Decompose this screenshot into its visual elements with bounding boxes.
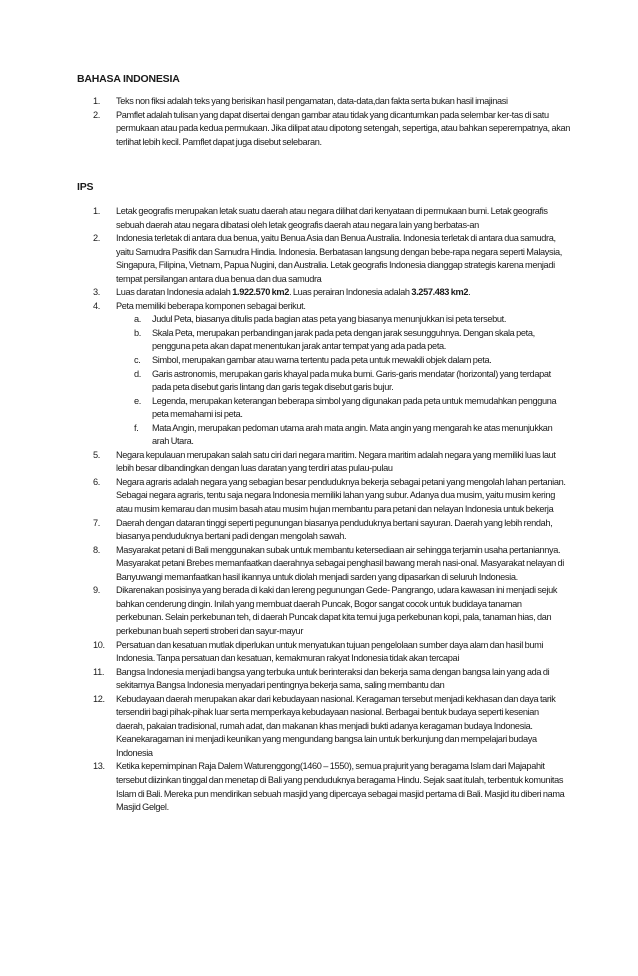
list-item-text: Masyarakat petani di Bali menggunakan subak untuk membantu ketersediaan air sehingga terjamin usaha pertaniannya. Masyarakat petani Brebes memanfaatkan daerahnya sebagai penghasil bawang merah nasi-onal. Masyarakat nelayan di Banyuwangi memanfaatkan hasil ikannya untuk diolah menjadi sarden yang dipasarkan di seluruh Indonesia. bbox=[116, 544, 565, 582]
ips-list bbox=[93, 205, 569, 815]
list-item: 7. Daerah dengan dataran tinggi seperti pegunungan biasanya penduduknya bertani sayuran. Daerah yang lebih rendah, biasanya penduduknya bertani padi dengan mengolah sawah. bbox=[93, 517, 553, 542]
sub-list-item: a. Judul Peta, biasanya ditulis pada bagian atas peta yang biasanya menunjukkan isi peta tersebut. bbox=[134, 314, 507, 325]
list-item: 4. Peta memiliki beberapa komponen sebagai berikut. a. Judul Peta, biasanya ditulis pada bagian atas peta yang biasanya menunjukkan isi peta tersebut. b. Skala Peta, merupakan perbandingan jarak pada peta dengan jarak sesungguhnya. Dengan skala peta, pengguna peta akan dapat menentukan jarak antar tempat yang ada pada peta. c. Simbol, merupakan gambar atau warna tertentu pada peta untuk mewakili objek dalam peta. d. Garis astronomis, merupakan garis khayal pada muka bumi. Garis-garis mendatar (horizontal) yang terdapat pada peta disebut garis lintang dan garis tegak disebut garis bujur. e. Legenda, merupakan keterangan beberapa simbol yang digunakan pada peta untuk memudahkan pengguna peta memahami isi peta. f. Mata Angin, merupakan pedoman utama arah mata angin. Mata angin yang mengarah ke atas menunjukkan arah Utara. bbox=[93, 300, 569, 449]
list-item: 8. Masyarakat petani di Bali menggunakan subak untuk membantu ketersediaan air sehingga terjamin usaha pertaniannya. Masyarakat petani Brebes memanfaatkan daerahnya sebagai penghasil bawang merah nasi-onal. Masyarakat nelayan di Banyuwangi memanfaatkan hasil ikannya untuk diolah menjadi sarden yang dipasarkan di seluruh Indonesia. bbox=[93, 544, 565, 582]
area-sea-value: 3.257.483 km2 bbox=[411, 287, 469, 298]
list-item: 3. Luas daratan Indonesia adalah 1.922.570 km2. Luas perairan Indonesia adalah 3.257.483 km2. bbox=[93, 287, 471, 298]
list-item-text: Negara agraris adalah negara yang sebagian besar penduduknya bekerja sebagai petani yang mengolah lahan pertanian. Sebagai negara agraris, tentu saja negara Indonesia memiliki lahan yang subur. Adanya dua musim, yaitu musim kering atau musim kemarau dan musim basah atau musim hujan membantu para petani dan nelayan Indonesia untuk bekerja bbox=[116, 476, 566, 515]
list-item: 1. Teks non fiksi adalah teks yang berisikan hasil pengamatan, data-data,dan fakta serta bukan hasil imajinasi bbox=[93, 96, 508, 106]
list-item: 11. Bangsa Indonesia menjadi bangsa yang terbuka untuk berinteraksi dan bekerja sama dengan bangsa lain yang ada di sekitarnya Bangsa Indonesia menyadari pentingnya bekerja sama, saling membantu dan bbox=[93, 666, 550, 691]
list-item-text: Ketika kepemimpinan Raja Dalem Waturenggong(1460 – 1550), semua prajurit yang beragama Islam dari Majapahit tersebut diizinkan tinggal dan menetap di Bali yang penduduknya beragama Hindu. Sejak saat itulah, terbentuk komunitas Islam di Bali. Mereka pun mendirikan sebuah masjid yang dipercaya sebagai masjid pertama di Bali. Masjid itu diberi nama Masjid Gelgel. bbox=[116, 761, 565, 813]
list-item-text: Pamflet adalah tulisan yang dapat disertai dengan gambar atau tidak yang dicantumkan pada selembar ker-tas di satu permukaan atau pada kedua permukaan. Jika dilipat atau dipotong setengah, sepertiga, atau bahkan seperempatnya, akan terlihat lebih kecil. Pamflet dapat juga disebut selebaran. bbox=[116, 109, 570, 147]
list-item-text: Indonesia terletak di antara dua benua, yaitu Benua Asia dan Benua Australia. Indonesia terletak di antara dua samudra, yaitu Samudra Pasifik dan Samudra Hindia. Indonesia. Berbatasan langsung dengan bebe-rapa negara seperti Malaysia, Singapura, Filipina, Vietnam, Papua Nugini, dan Australia. Letak geografis Indonesia dianggap strategis karena menjadi tempat persilangan antara dua benua dan dua samudra bbox=[116, 233, 562, 284]
list-item-text: Daerah dengan dataran tinggi seperti pegunungan biasanya penduduknya bertani sayuran. Daerah yang lebih rendah, biasanya penduduknya bertani padi dengan mengolah sawah. bbox=[116, 517, 553, 542]
sub-list-item: d. Garis astronomis, merupakan garis khayal pada muka bumi. Garis-garis mendatar (horizontal) yang terdapat pada peta disebut garis lintang dan garis tegak disebut garis bujur. bbox=[134, 368, 551, 393]
section-title-bahasa-indonesia: BAHASA INDONESIA bbox=[77, 73, 180, 85]
area-land-value: 1.922.570 km2 bbox=[232, 287, 289, 298]
bahasa-indonesia-list bbox=[93, 95, 571, 149]
list-item: 12. Kebudayaan daerah merupakan akar dari kebudayaan nasional. Keragaman tersebut menjadi kekhasan dan daya tarik tersendiri bagi pihak-pihak luar serta memperkaya kebudayaan nasional. Berbagai bentuk budaya seperti kesenian daerah, pakaian tradisional, rumah adat, dan makanan khas menjadi bukti adanya keragaman budaya Indonesia. Keanekaragaman ini menjadi keunikan yang mengundang bangsa lain untuk berkunjung dan mempelajari budaya Indonesia bbox=[93, 693, 556, 758]
list-item: 5. Negara kepulauan merupakan salah satu ciri dari negara maritim. Negara maritim adalah negara yang memiliki luas laut lebih besar dibandingkan dengan luas daratan yang terdiri atas pulau-pulau bbox=[93, 449, 556, 474]
map-components-sublist bbox=[116, 313, 569, 448]
section-title-ips: IPS bbox=[77, 181, 94, 193]
list-item: 9. Dikarenakan posisinya yang berada di kaki dan lereng pegunungan Gede- Pangrango, udara kawasan ini menjadi sejuk bahkan cenderung dingin. Inilah yang membuat daerah Puncak, Bogor sangat cocok untuk budidaya tanaman perkebunan. Selain perkebunan teh, di daerah Puncak dapat kita temui juga perkebunan kopi, pala, tanaman hias, dan perkebunan buah seperti stroberi dan sayur-mayur bbox=[93, 585, 558, 636]
list-item-text: Letak geografis merupakan letak suatu daerah atau negara dilihat dari kenyataan di permukaan bumi. Letak geografis sebuah daerah atau negara dibatasi oleh letak geografis daerah atau negara lain yang berbatas-an bbox=[116, 206, 548, 230]
list-item-text: Negara kepulauan merupakan salah satu ciri dari negara maritim. Negara maritim adalah negara yang memiliki luas laut lebih besar dibandingkan dengan luas daratan yang terdiri atas pulau-pulau bbox=[116, 449, 556, 474]
list-item-text: Dikarenakan posisinya yang berada di kaki dan lereng pegunungan Gede- Pangrango, udara kawasan ini menjadi sejuk bahkan cenderung dingin. Inilah yang membuat daerah Puncak, Bogor sangat cocok untuk budidaya tanaman perkebunan. Selain perkebunan teh, di daerah Puncak dapat kita temui juga perkebunan kopi, pala, tanaman hias, dan perkebunan buah seperti stroberi dan sayur-mayur bbox=[116, 585, 558, 636]
list-item: 10. Persatuan dan kesatuan mutlak diperlukan untuk menyatukan tujuan pengelolaan sumber daya alam dan hasil bumi Indonesia. Tanpa persatuan dan kesatuan, kemakmuran rakyat Indonesia tidak akan tercapai bbox=[93, 639, 544, 664]
list-item: 6. Negara agraris adalah negara yang sebagian besar penduduknya bekerja sebagai petani yang mengolah lahan pertanian. Sebagai negara agraris, tentu saja negara Indonesia memiliki lahan yang subur. Adanya dua musim, yaitu musim kering atau musim kemarau dan musim basah atau musim hujan membantu para petani dan nelayan Indonesia untuk bekerja bbox=[93, 476, 566, 515]
list-item-text: Kebudayaan daerah merupakan akar dari kebudayaan nasional. Keragaman tersebut menjadi kekhasan dan daya tarik tersendiri bagi pihak-pihak luar serta memperkaya kebudayaan nasional. Berbagai bentuk budaya seperti kesenian daerah, pakaian tradisional, rumah adat, dan makanan khas menjadi bukti adanya keragaman budaya Indonesia. Keanekaragaman ini menjadi keunikan yang mengundang bangsa lain untuk berkunjung dan mempelajari budaya Indonesia bbox=[116, 693, 556, 758]
sub-list-item: e. Legenda, merupakan keterangan beberapa simbol yang digunakan pada peta untuk memudahkan pengguna peta memahami isi peta. bbox=[134, 395, 557, 420]
sub-list-item: f. Mata Angin, merupakan pedoman utama arah mata angin. Mata angin yang mengarah ke atas menunjukkan arah Utara. bbox=[134, 422, 553, 447]
sub-list-item: c. Simbol, merupakan gambar atau warna tertentu pada peta untuk mewakili objek dalam peta. bbox=[134, 355, 492, 366]
sub-list-item: b. Skala Peta, merupakan perbandingan jarak pada peta dengan jarak sesungguhnya. Dengan skala peta, pengguna peta akan dapat menentukan jarak antar tempat yang ada pada peta. bbox=[134, 327, 535, 352]
list-item: 2. Indonesia terletak di antara dua benua, yaitu Benua Asia dan Benua Australia. Indonesia terletak di antara dua samudra, yaitu Samudra Pasifik dan Samudra Hindia. Indonesia. Berbatasan langsung dengan bebe-rapa negara seperti Malaysia, Singapura, Filipina, Vietnam, Papua Nugini, dan Australia. Letak geografis Indonesia dianggap strategis karena menjadi tempat persilangan antara dua benua dan dua samudra bbox=[93, 233, 562, 284]
list-item-text: Persatuan dan kesatuan mutlak diperlukan untuk menyatukan tujuan pengelolaan sumber daya alam dan hasil bumi Indonesia. Tanpa persatuan dan kesatuan, kemakmuran rakyat Indonesia tidak akan tercapai bbox=[116, 639, 544, 664]
list-item-text: Peta memiliki beberapa komponen sebagai berikut. bbox=[116, 300, 306, 311]
list-item-text: Bangsa Indonesia menjadi bangsa yang terbuka untuk berinteraksi dan bekerja sama dengan bangsa lain yang ada di sekitarnya Bangsa Indonesia menyadari pentingnya bekerja sama, saling membantu dan bbox=[116, 666, 550, 691]
list-item-text: Luas daratan Indonesia adalah 1.922.570 km2. Luas perairan Indonesia adalah 3.257.483 km2. bbox=[116, 287, 471, 298]
list-item: 1. Letak geografis merupakan letak suatu daerah atau negara dilihat dari kenyataan di permukaan bumi. Letak geografis sebuah daerah atau negara dibatasi oleh letak geografis daerah atau negara lain yang berbatas-an bbox=[93, 206, 548, 230]
list-item: 2. Pamflet adalah tulisan yang dapat disertai dengan gambar atau tidak yang dicantumkan pada selembar ker-tas di satu permukaan atau pada kedua permukaan. Jika dilipat atau dipotong setengah, sepertiga, atau bahkan seperempatnya, akan terlihat lebih kecil. Pamflet dapat juga disebut selebaran. bbox=[93, 109, 570, 147]
list-item-text: Teks non fiksi adalah teks yang berisikan hasil pengamatan, data-data,dan fakta serta bukan hasil imajinasi bbox=[116, 96, 508, 106]
list-item: 13. Ketika kepemimpinan Raja Dalem Waturenggong(1460 – 1550), semua prajurit yang beragama Islam dari Majapahit tersebut diizinkan tinggal dan menetap di Bali yang penduduknya beragama Hindu. Sejak saat itulah, terbentuk komunitas Islam di Bali. Mereka pun mendirikan sebuah masjid yang dipercaya sebagai masjid pertama di Bali. Masjid itu diberi nama Masjid Gelgel. bbox=[93, 761, 565, 813]
